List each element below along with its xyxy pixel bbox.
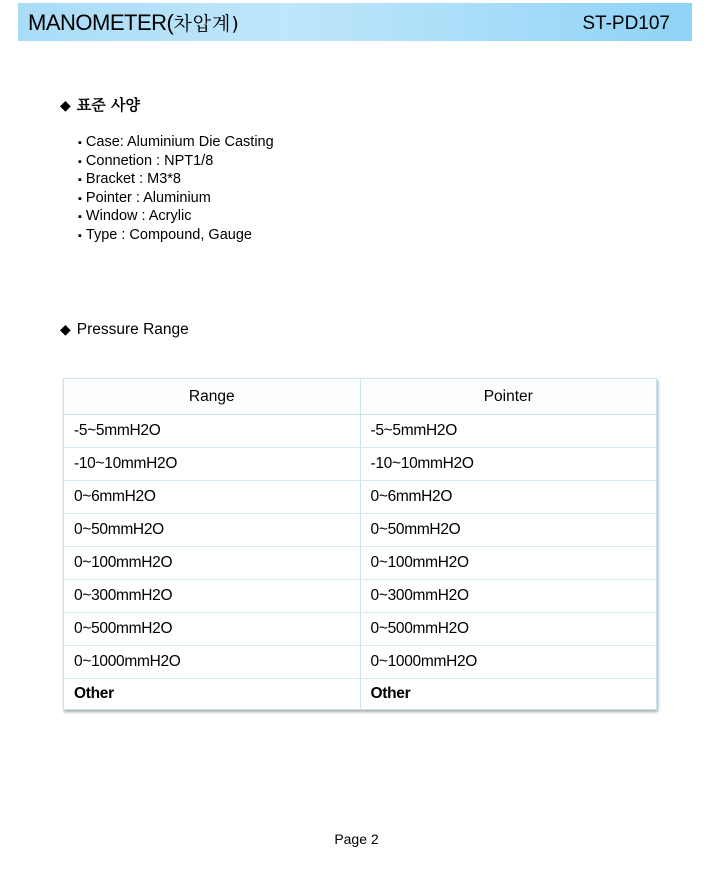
- range-cell: 0~100mmH2O: [64, 547, 360, 580]
- spec-section-label: 표준 사양: [76, 96, 140, 114]
- pressure-section-title: [60, 321, 189, 339]
- spec-item: ▪ Window : Acrylic: [78, 208, 274, 227]
- pointer-cell: 0~100mmH2O: [360, 547, 656, 580]
- diamond-bullet-icon: ◆: [60, 98, 71, 114]
- spec-item: ▪ Type : Compound, Gauge: [78, 227, 274, 246]
- document-title: [28, 9, 240, 36]
- spec-item: ▪ Case: Aluminium Die Casting: [78, 134, 274, 153]
- range-cell: -10~10mmH2O: [64, 448, 360, 481]
- column-header-range: Range: [64, 379, 360, 415]
- pointer-cell: -5~5mmH2O: [360, 415, 656, 448]
- table-row: [64, 580, 656, 613]
- pressure-section-label: Pressure Range: [76, 321, 189, 338]
- column-header-pointer: Pointer: [360, 379, 656, 415]
- product-code: ST-PD107: [582, 13, 670, 34]
- pointer-cell: Other: [370, 685, 411, 702]
- spec-list: [78, 134, 274, 246]
- table-row: [64, 448, 656, 481]
- pointer-cell: -10~10mmH2O: [360, 448, 656, 481]
- range-cell: Other: [64, 679, 360, 710]
- range-cell: 0~300mmH2O: [64, 580, 360, 613]
- title-close-paren: ): [231, 13, 240, 35]
- page-number: Page 2: [334, 831, 379, 847]
- table-row: [64, 646, 656, 679]
- spec-item: ▪ Connetion : NPT1/8: [78, 153, 274, 172]
- diamond-bullet-icon: ◆: [60, 321, 71, 337]
- range-cell: 0~6mmH2O: [64, 481, 360, 514]
- table-row: [64, 415, 656, 448]
- pointer-cell: 0~6mmH2O: [360, 481, 656, 514]
- header-bar: [18, 3, 692, 41]
- pointer-cell: 0~500mmH2O: [360, 613, 656, 646]
- pointer-cell: 0~50mmH2O: [360, 514, 656, 547]
- spec-item: ▪ Pointer : Aluminium: [78, 190, 274, 209]
- range-cell: -5~5mmH2O: [64, 415, 360, 448]
- table-row: [64, 679, 656, 710]
- spec-item: ▪ Bracket : M3*8: [78, 171, 274, 190]
- pointer-cell: 0~300mmH2O: [360, 580, 656, 613]
- table-row: [64, 613, 656, 646]
- title-korean: 차압계: [173, 13, 232, 35]
- table-row: [64, 547, 656, 580]
- range-cell: 0~500mmH2O: [64, 613, 360, 646]
- pressure-range-table: [63, 378, 657, 710]
- range-cell: 0~50mmH2O: [64, 514, 360, 547]
- spec-section-title: [60, 94, 140, 115]
- table-header-row: [64, 379, 656, 415]
- title-text: MANOMETER(: [28, 10, 174, 35]
- table-row: [64, 481, 656, 514]
- pointer-cell: 0~1000mmH2O: [360, 646, 656, 679]
- range-cell: 0~1000mmH2O: [64, 646, 360, 679]
- table-row: [64, 514, 656, 547]
